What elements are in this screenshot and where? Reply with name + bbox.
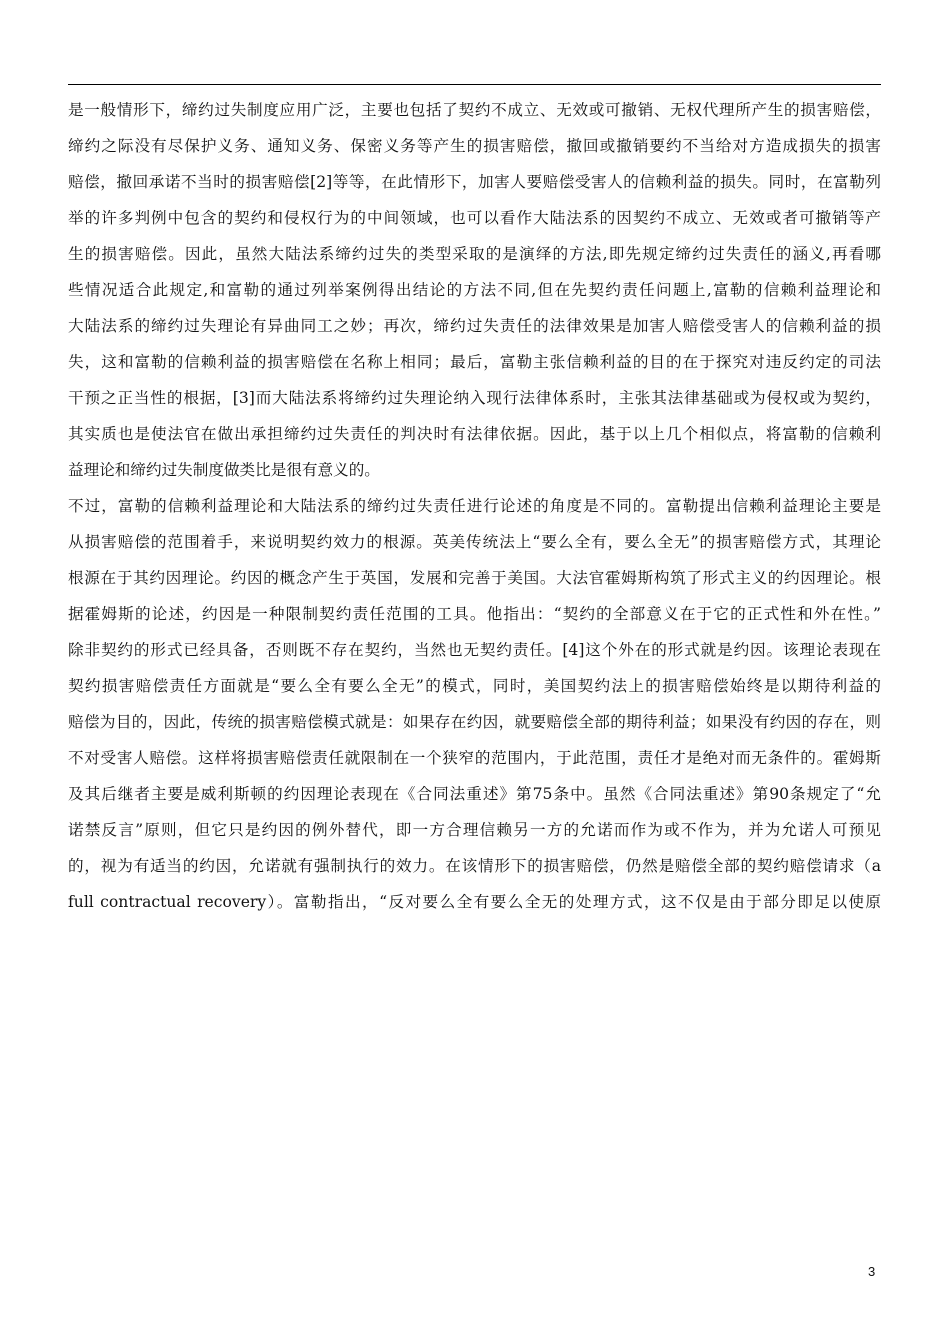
text-line: 缔约之际没有尽保护义务、通知义务、保密义务等产生的损害赔偿，撤回或撤销要约不当给对方造成损失的损害 bbox=[68, 137, 881, 155]
text-line: 不对受害人赔偿。这样将损害赔偿责任就限制在一个狭窄的范围内，于此范围，责任才是绝对而无条件的。霍姆斯 bbox=[68, 749, 881, 767]
text-line: 根源在于其约因理论。约因的概念产生于英国，发展和完善于美国。大法官霍姆斯构筑了形式主义的约因理论。根 bbox=[68, 569, 881, 587]
text-line: 除非契约的形式已经具备，否则既不存在契约，当然也无契约责任。[4]这个外在的形式就是约因。该理论表现在 bbox=[68, 641, 881, 659]
text-line: 些情况适合此规定,和富勒的通过列举案例得出结论的方法不同,但在先契约责任问题上,富勒的信赖利益理论和 bbox=[68, 281, 881, 299]
text-line: 及其后继者主要是威利斯顿的约因理论表现在《合同法重述》第75条中。虽然《合同法重述》第90条规定了“允 bbox=[68, 785, 881, 803]
text-line: 大陆法系的缔约过失理论有异曲同工之妙；再次，缔约过失责任的法律效果是加害人赔偿受害人的信赖利益的损 bbox=[68, 317, 881, 335]
text-line: 从损害赔偿的范围着手，来说明契约效力的根源。英美传统法上“要么全有，要么全无”的损害赔偿方式，其理论 bbox=[68, 533, 881, 551]
paragraph-1 bbox=[68, 95, 881, 491]
text-line: 不过，富勒的信赖利益理论和大陆法系的缔约过失责任进行论述的角度是不同的。富勒提出信赖利益理论主要是 bbox=[68, 497, 881, 515]
text-line: 举的许多判例中包含的契约和侵权行为的中间领域，也可以看作大陆法系的因契约不成立、无效或者可撤销等产 bbox=[68, 209, 881, 227]
text-line: 生的损害赔偿。因此，虽然大陆法系缔约过失的类型采取的是演绎的方法,即先规定缔约过失责任的涵义,再看哪 bbox=[68, 245, 881, 263]
page-number: 3 bbox=[868, 1264, 876, 1279]
text-line: 据霍姆斯的论述，约因是一种限制契约责任范围的工具。他指出：“契约的全部意义在于它的正式性和外在性。” bbox=[68, 605, 881, 623]
text-line: 益理论和缔约过失制度做类比是很有意义的。 bbox=[68, 461, 380, 479]
header-rule bbox=[68, 84, 881, 85]
document-body bbox=[68, 95, 881, 923]
text-line: 干预之正当性的根据，[3]而大陆法系将缔约过失理论纳入现行法律体系时，主张其法律基础或为侵权或为契约， bbox=[68, 389, 881, 407]
text-line: 赔偿为目的，因此，传统的损害赔偿模式就是：如果存在约因，就要赔偿全部的期待利益；如果没有约因的存在，则 bbox=[68, 713, 881, 731]
text-line: full contractual recovery）。富勒指出，“反对要么全有要么全无的处理方式，这不仅是由于部分即足以使原 bbox=[68, 893, 881, 911]
text-line: 失，这和富勒的信赖利益的损害赔偿在名称上相同；最后，富勒主张信赖利益的目的在于探究对违反约定的司法 bbox=[68, 353, 881, 371]
text-line: 其实质也是使法官在做出承担缔约过失责任的判决时有法律依据。因此，基于以上几个相似点，将富勒的信赖利 bbox=[68, 425, 881, 443]
text-line: 是一般情形下，缔约过失制度应用广泛，主要也包括了契约不成立、无效或可撤销、无权代理所产生的损害赔偿， bbox=[68, 101, 881, 119]
text-line: 诺禁反言”原则，但它只是约因的例外替代，即一方合理信赖另一方的允诺而作为或不作为，并为允诺人可预见 bbox=[68, 821, 881, 839]
paragraph-2 bbox=[68, 491, 881, 923]
text-line: 赔偿，撤回承诺不当时的损害赔偿[2]等等，在此情形下，加害人要赔偿受害人的信赖利益的损失。同时，在富勒列 bbox=[68, 173, 881, 191]
text-line: 的，视为有适当的约因，允诺就有强制执行的效力。在该情形下的损害赔偿，仍然是赔偿全部的契约赔偿请求（a bbox=[68, 857, 881, 875]
text-line: 契约损害赔偿责任方面就是“要么全有要么全无”的模式，同时，美国契约法上的损害赔偿始终是以期待利益的 bbox=[68, 677, 881, 695]
